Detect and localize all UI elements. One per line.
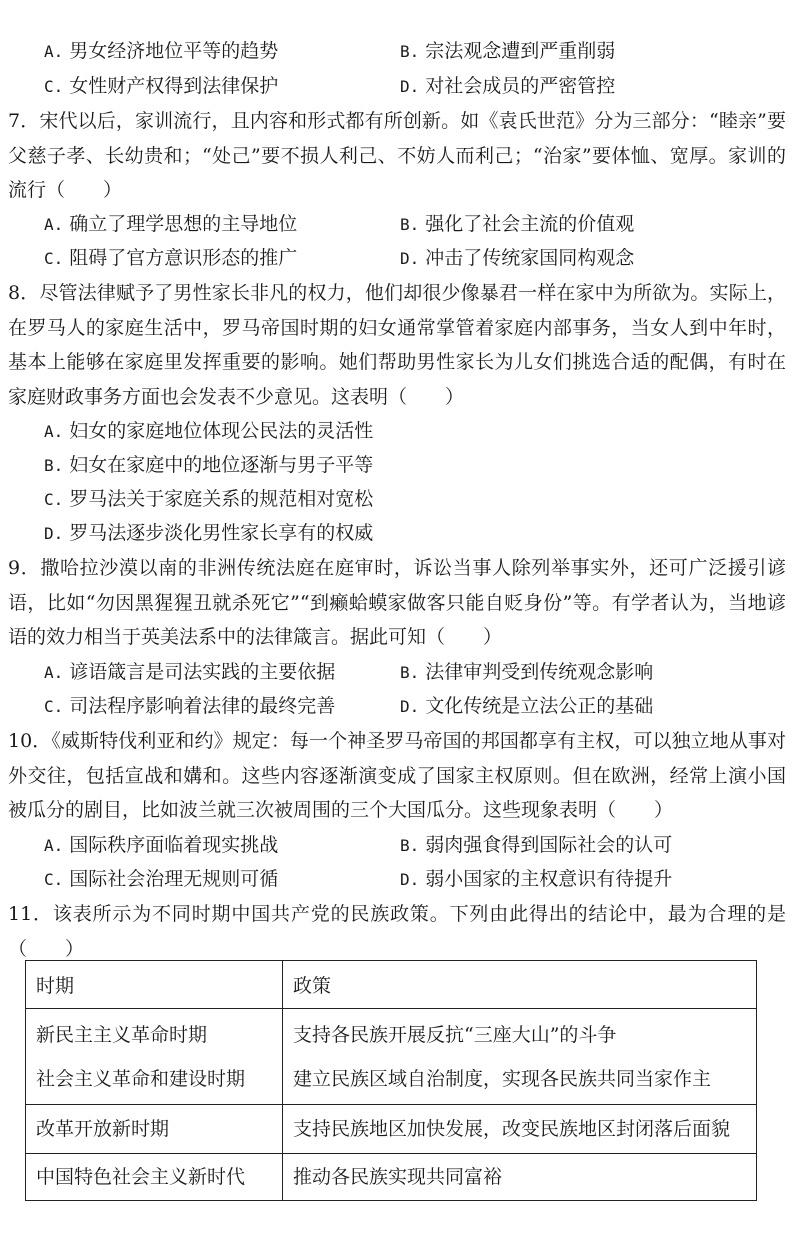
q6-option-a[interactable] bbox=[44, 38, 278, 65]
option-letter: A. bbox=[44, 422, 64, 441]
policy-cell bbox=[283, 1154, 757, 1201]
table-header-row bbox=[26, 961, 757, 1009]
option-letter: A. bbox=[44, 42, 64, 61]
option-letter: B. bbox=[400, 663, 420, 682]
q9-option-b[interactable] bbox=[400, 659, 653, 686]
q9-option-a[interactable] bbox=[44, 659, 335, 686]
option-letter: C. bbox=[44, 697, 64, 716]
table-row bbox=[26, 1105, 757, 1154]
option-letter: D. bbox=[44, 524, 64, 543]
option-text: 阻碍了官方意识形态的推广 bbox=[69, 247, 298, 269]
q7-stem: 7．宋代以后，家训流行，且内容和形式都有所创新。如《袁氏世范》分为三部分：“睦亲”要父慈子孝、长幼贵和；“处己”要不损人利己、不妨人而利己；“治家”要体恤、宽厚。家训的流行（ ） bbox=[8, 110, 786, 201]
option-text: 法律审判受到传统观念影响 bbox=[425, 661, 654, 683]
header-policy: 政策 bbox=[283, 961, 757, 1009]
period-text: 社会主义革命和建设时期 bbox=[36, 1067, 246, 1090]
option-letter: D. bbox=[400, 697, 420, 716]
option-text: 国际秩序面临着现实挑战 bbox=[69, 834, 279, 856]
option-text: 弱肉强食得到国际社会的认可 bbox=[425, 834, 673, 856]
q6-option-d[interactable] bbox=[400, 73, 615, 100]
policy-text: 支持民族地区加快发展，改变民族地区封闭落后面貌 bbox=[293, 1118, 731, 1140]
option-letter: D. bbox=[400, 77, 420, 96]
option-letter: C. bbox=[44, 249, 64, 268]
option-text: 确立了理学思想的主导地位 bbox=[69, 213, 298, 235]
policy-text: 建立民族区域自治制度，实现各民族共同当家作主 bbox=[293, 1067, 712, 1090]
option-text: 宗法观念遭到严重削弱 bbox=[425, 40, 616, 62]
period-cell bbox=[26, 1105, 283, 1154]
option-text: 妇女的家庭地位体现公民法的灵活性 bbox=[69, 420, 374, 442]
option-letter: A. bbox=[44, 663, 64, 682]
option-text: 司法程序影响着法律的最终完善 bbox=[69, 695, 336, 717]
option-text: 妇女在家庭中的地位逐渐与男子平等 bbox=[69, 454, 374, 476]
q8-option-b[interactable] bbox=[44, 452, 373, 479]
option-letter: B. bbox=[400, 215, 420, 234]
header-period: 时期 bbox=[26, 961, 283, 1009]
q10-option-a[interactable] bbox=[44, 832, 278, 859]
q11-stem: 11．该表所示为不同时期中国共产党的民族政策。下列由此得出的结论中，最为合理的是（ ） bbox=[8, 903, 786, 960]
option-text: 男女经济地位平等的趋势 bbox=[69, 40, 279, 62]
q10-option-c[interactable] bbox=[44, 866, 278, 893]
policy-cell bbox=[283, 1105, 757, 1154]
q7-option-a[interactable] bbox=[44, 211, 297, 238]
period-cell bbox=[26, 1154, 283, 1201]
q10-option-b[interactable] bbox=[400, 832, 672, 859]
option-letter: B. bbox=[400, 42, 420, 61]
table-row bbox=[26, 1154, 757, 1201]
option-text: 强化了社会主流的价值观 bbox=[425, 213, 635, 235]
option-letter: D. bbox=[400, 249, 420, 268]
policy-text: 支持各民族开展反抗“三座大山”的斗争 bbox=[293, 1023, 617, 1046]
option-letter: C. bbox=[44, 490, 64, 509]
q6-option-b[interactable] bbox=[400, 38, 615, 65]
option-letter: B. bbox=[44, 456, 64, 475]
option-letter: D. bbox=[400, 870, 420, 889]
option-letter: A. bbox=[44, 215, 64, 234]
option-text: 冲击了传统家国同构观念 bbox=[425, 247, 635, 269]
period-text: 改革开放新时期 bbox=[36, 1118, 170, 1140]
option-text: 弱小国家的主权意识有待提升 bbox=[425, 868, 673, 890]
option-text: 罗马法逐步淡化男性家长享有的权威 bbox=[69, 522, 374, 544]
q8-stem: 8．尽管法律赋予了男性家长非凡的权力，他们却很少像暴君一样在家中为所欲为。实际上，在罗马人的家庭生活中，罗马帝国时期的妇女通常掌管着家庭内部事务，当女人到中年时，基本上能够在家庭里发挥重要的影响。她们帮助男性家长为儿女们挑选合适的配偶，有时在家庭财政事务方面也会发表不少意见。这表明（ ） bbox=[8, 282, 786, 408]
period-text: 中国特色社会主义新时代 bbox=[36, 1166, 246, 1188]
q8-option-a[interactable] bbox=[44, 418, 373, 445]
q9-stem: 9．撒哈拉沙漠以南的非洲传统法庭在庭审时，诉讼当事人除列举事实外，还可广泛援引谚语，比如“勿因黑猩猩丑就杀死它”“到癞蛤蟆家做客只能自贬身份”等。有学者认为，当地谚语的效力相当于英美法系中的法律箴言。据此可知（ ） bbox=[8, 557, 786, 648]
option-letter: C. bbox=[44, 77, 64, 96]
policy-table bbox=[25, 960, 757, 1201]
period-text: 新民主主义革命时期 bbox=[36, 1023, 208, 1046]
option-letter: A. bbox=[44, 836, 64, 855]
q7-option-d[interactable] bbox=[400, 245, 634, 272]
q9-option-d[interactable] bbox=[400, 693, 653, 720]
option-text: 文化传统是立法公正的基础 bbox=[425, 695, 654, 717]
q7-option-c[interactable] bbox=[44, 245, 297, 272]
option-text: 女性财产权得到法律保护 bbox=[69, 75, 279, 97]
q7-option-b[interactable] bbox=[400, 211, 634, 238]
q9-option-c[interactable] bbox=[44, 693, 335, 720]
q6-option-c[interactable] bbox=[44, 73, 278, 100]
q10-stem: 10．《威斯特伐利亚和约》规定：每一个神圣罗马帝国的邦国都享有主权，可以独立地从事对外交往，包括宣战和媾和。这些内容逐渐演变成了国家主权原则。但在欧洲，经常上演小国被瓜分的剧目，比如波兰就三次被周围的三个大国瓜分。这些现象表明（ ） bbox=[8, 730, 786, 821]
option-letter: B. bbox=[400, 836, 420, 855]
policy-text: 推动各民族实现共同富裕 bbox=[293, 1166, 503, 1188]
option-text: 谚语箴言是司法实践的主要依据 bbox=[69, 661, 336, 683]
table-row bbox=[26, 1009, 757, 1105]
q8-option-d[interactable] bbox=[44, 520, 373, 547]
policy-cell bbox=[283, 1009, 757, 1105]
q8-option-c[interactable] bbox=[44, 486, 373, 513]
option-text: 国际社会治理无规则可循 bbox=[69, 868, 279, 890]
option-letter: C. bbox=[44, 870, 64, 889]
option-text: 对社会成员的严密管控 bbox=[425, 75, 616, 97]
option-text: 罗马法关于家庭关系的规范相对宽松 bbox=[69, 488, 374, 510]
q10-option-d[interactable] bbox=[400, 866, 672, 893]
period-cell bbox=[26, 1009, 283, 1105]
